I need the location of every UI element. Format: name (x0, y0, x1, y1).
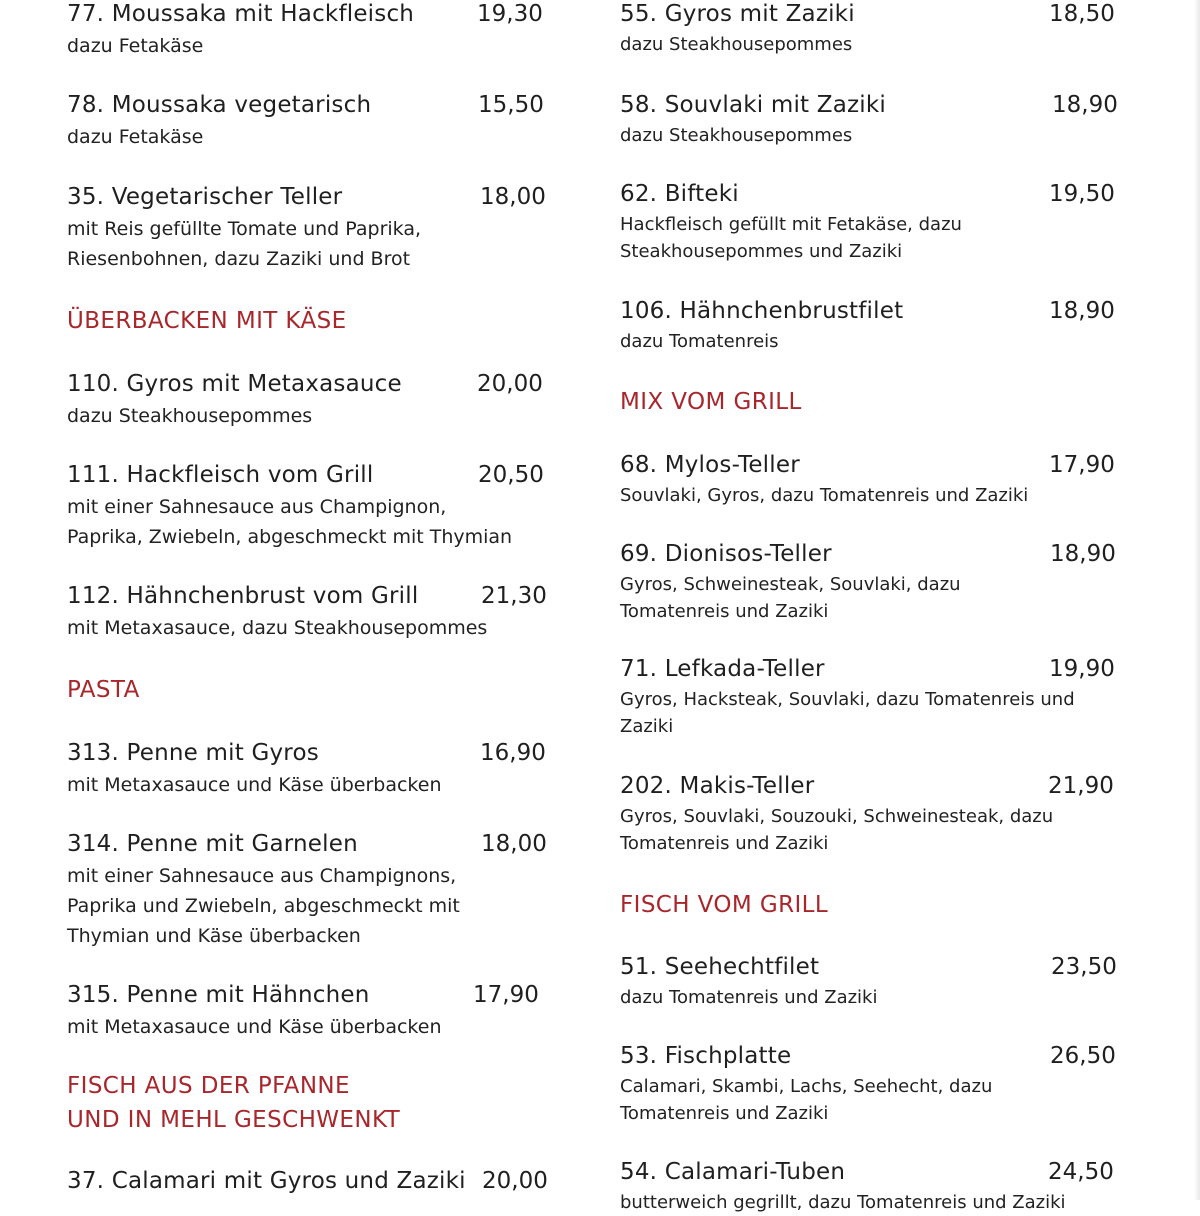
item-name: 53. Fischplatte (620, 1043, 792, 1069)
item-name: 111. Hackfleisch vom Grill (67, 462, 374, 488)
item-price: 18,00 (481, 831, 547, 857)
section-title-line-1: FISCH AUS DER PFANNE (67, 1073, 350, 1099)
item-price: 18,90 (1050, 541, 1116, 567)
item-price: 18,90 (1052, 92, 1118, 118)
description-line: dazu Fetakäse (67, 35, 204, 57)
item-description (620, 328, 779, 355)
section-title: FISCH VOM GRILL (620, 892, 829, 918)
description-line: Souvlaki, Gyros, dazu Tomatenreis und Zaziki (620, 485, 1029, 506)
item-description (620, 122, 852, 149)
page-edge-shadow (1194, 0, 1200, 1200)
item-price: 19,50 (1049, 181, 1115, 207)
item-name: 62. Bifteki (620, 181, 739, 207)
section-title: MIX VOM GRILL (620, 389, 802, 415)
description-line: Paprika und Zwiebeln, abgeschmeckt mit (67, 895, 460, 917)
description-line: mit Metaxasauce und Käse überbacken (67, 774, 442, 796)
description-line: dazu Steakhousepommes (620, 125, 853, 146)
item-price: 19,90 (1049, 656, 1115, 682)
item-price: 18,00 (480, 184, 546, 210)
item-price: 15,50 (478, 92, 544, 118)
item-description (620, 571, 961, 625)
description-line: dazu Tomatenreis und Zaziki (620, 987, 878, 1008)
item-description (67, 861, 460, 951)
item-price: 18,90 (1049, 298, 1115, 324)
item-description (67, 122, 203, 152)
item-description (620, 482, 1028, 509)
item-price: 17,90 (1049, 452, 1115, 478)
description-line: Tomatenreis und Zaziki (620, 1103, 829, 1124)
item-name: 106. Hähnchenbrustfilet (620, 298, 904, 324)
item-price: 23,50 (1051, 954, 1117, 980)
item-price: 16,90 (480, 740, 546, 766)
description-line: Steakhousepommes und Zaziki (620, 241, 903, 262)
item-name: 55. Gyros mit Zaziki (620, 1, 855, 27)
item-name: 78. Moussaka vegetarisch (67, 92, 372, 118)
description-line: Riesenbohnen, dazu Zaziki und Brot (67, 248, 411, 270)
item-name: 35. Vegetarischer Teller (67, 184, 343, 210)
description-line: Gyros, Schweinesteak, Souvlaki, dazu (620, 574, 961, 595)
item-description (67, 214, 421, 274)
item-description (620, 803, 1053, 857)
description-line: butterweich gegrillt, dazu Tomatenreis und Zaziki (620, 1192, 1066, 1213)
item-name: 69. Dionisos-Teller (620, 541, 832, 567)
item-price: 21,90 (1048, 773, 1114, 799)
description-line: Calamari, Skambi, Lachs, Seehecht, dazu (620, 1076, 993, 1097)
item-description (67, 1012, 442, 1042)
item-name: 51. Seehechtfilet (620, 954, 820, 980)
item-price: 21,30 (481, 583, 547, 609)
item-name: 37. Calamari mit Gyros und Zaziki (67, 1168, 466, 1194)
item-price: 20,50 (478, 462, 544, 488)
item-price: 18,50 (1049, 1, 1115, 27)
section-title: PASTA (67, 677, 140, 703)
item-description (620, 1073, 992, 1127)
item-name: 77. Moussaka mit Hackfleisch (67, 1, 415, 27)
section-title-line-2: UND IN MEHL GESCHWENKT (67, 1107, 401, 1133)
item-name: 314. Penne mit Garnelen (67, 831, 358, 857)
item-name: 110. Gyros mit Metaxasauce (67, 371, 402, 397)
description-line: Tomatenreis und Zaziki (620, 833, 829, 854)
description-line: Thymian und Käse überbacken (67, 925, 361, 947)
description-line: dazu Steakhousepommes (67, 405, 313, 427)
description-line: Gyros, Hacksteak, Souvlaki, dazu Tomatenreis und (620, 689, 1075, 710)
description-line: mit Metaxasauce und Käse überbacken (67, 1016, 442, 1038)
description-line: Gyros, Souvlaki, Souzouki, Schweinesteak, dazu (620, 806, 1054, 827)
item-name: 112. Hähnchenbrust vom Grill (67, 583, 419, 609)
section-title: ÜBERBACKEN MIT KÄSE (67, 308, 347, 334)
description-line: mit Reis gefüllte Tomate und Paprika, (67, 218, 422, 240)
item-description (67, 492, 512, 552)
description-line: dazu Steakhousepommes (620, 34, 853, 55)
item-price: 20,00 (482, 1168, 548, 1194)
item-name: 58. Souvlaki mit Zaziki (620, 92, 887, 118)
description-line: dazu Fetakäse (67, 126, 204, 148)
item-name: 202. Makis-Teller (620, 773, 815, 799)
item-description (620, 984, 877, 1011)
description-line: Paprika, Zwiebeln, abgeschmeckt mit Thymian (67, 526, 513, 548)
description-line: Hackfleisch gefüllt mit Fetakäse, dazu (620, 214, 962, 235)
item-description (67, 401, 312, 431)
item-price: 24,50 (1048, 1159, 1114, 1185)
item-description (620, 1189, 1066, 1216)
description-line: Zaziki (620, 716, 674, 737)
item-price: 26,50 (1050, 1043, 1116, 1069)
item-name: 68. Mylos-Teller (620, 452, 800, 478)
description-line: Tomatenreis und Zaziki (620, 601, 829, 622)
item-description (620, 31, 852, 58)
item-name: 315. Penne mit Hähnchen (67, 982, 370, 1008)
item-description (620, 211, 962, 265)
description-line: mit einer Sahnesauce aus Champignon, (67, 496, 447, 518)
description-line: mit Metaxasauce, dazu Steakhousepommes (67, 617, 488, 639)
item-name: 71. Lefkada-Teller (620, 656, 825, 682)
item-description (67, 613, 487, 643)
item-description (67, 770, 442, 800)
item-name: 313. Penne mit Gyros (67, 740, 319, 766)
item-price: 17,90 (473, 982, 539, 1008)
item-description (620, 686, 1075, 740)
description-line: mit einer Sahnesauce aus Champignons, (67, 865, 457, 887)
item-name: 54. Calamari-Tuben (620, 1159, 846, 1185)
item-price: 19,30 (477, 1, 543, 27)
item-description (67, 31, 203, 61)
description-line: dazu Tomatenreis (620, 331, 779, 352)
item-price: 20,00 (477, 371, 543, 397)
